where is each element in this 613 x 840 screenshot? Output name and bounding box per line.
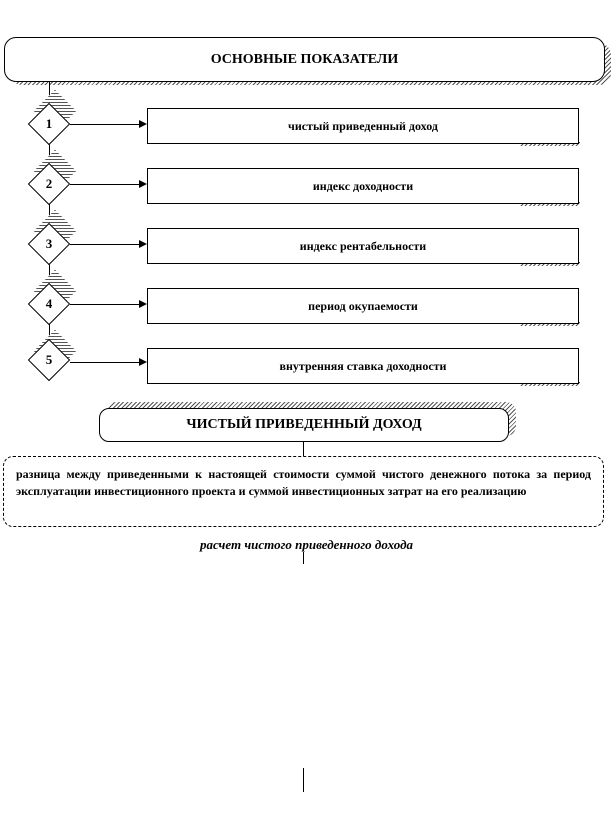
calculation-connector-bottom xyxy=(303,768,304,792)
indicator-number: 4 xyxy=(45,296,53,311)
indicator-label: индекс доходности xyxy=(312,178,414,193)
definition-text: разница между приведенными к настоящей стоимости суммой чистого денежного потока за период эксплуатации инвестиционного проекта и суммой инвестиционных затрат на его реализацию xyxy=(16,467,591,498)
indicator-box xyxy=(147,288,579,324)
arrow-head-icon xyxy=(139,300,147,308)
arrow-line xyxy=(70,362,140,363)
indicator-number: 3 xyxy=(45,236,53,251)
arrow-head-icon xyxy=(139,120,147,128)
indicator-number: 5 xyxy=(45,352,53,367)
arrow-line xyxy=(70,304,140,305)
arrow-head-icon xyxy=(139,180,147,188)
arrow-head-icon xyxy=(139,240,147,248)
calculation-connector-top xyxy=(303,552,304,564)
main-header-box xyxy=(4,37,605,82)
indicator-label: индекс рентабельности xyxy=(299,238,427,253)
definition-box xyxy=(3,456,604,527)
indicator-label: внутренняя ставка доходности xyxy=(279,358,447,373)
indicator-number: 2 xyxy=(45,176,53,191)
indicator-box xyxy=(147,168,579,204)
main-header-title: ОСНОВНЫЕ ПОКАЗАТЕЛИ xyxy=(210,51,399,67)
calculation-label: расчет чистого приведенного дохода xyxy=(199,537,414,552)
indicator-box xyxy=(147,228,579,264)
arrow-line xyxy=(70,184,140,185)
section-title-box xyxy=(99,408,509,442)
indicator-box xyxy=(147,348,579,384)
indicator-box xyxy=(147,108,579,144)
indicator-number: 1 xyxy=(45,116,53,131)
indicator-label: чистый приведенный доход xyxy=(288,118,438,133)
arrow-line xyxy=(70,124,140,125)
section-title: ЧИСТЫЙ ПРИВЕДЕННЫЙ ДОХОД xyxy=(186,417,422,432)
title-connector xyxy=(303,442,304,456)
arrow-head-icon xyxy=(139,358,147,366)
arrow-line xyxy=(70,244,140,245)
indicator-label: период окупаемости xyxy=(308,298,418,313)
